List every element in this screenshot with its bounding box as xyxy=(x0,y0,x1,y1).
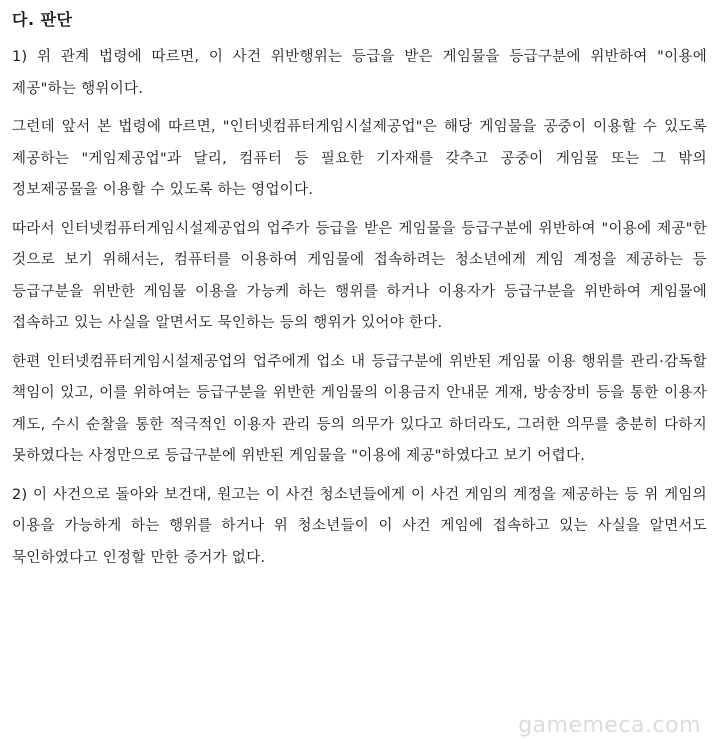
paragraph-1: 1) 위 관계 법령에 따르면, 이 사건 위반행위는 등급을 받은 게임물을 등급구분에 위반하여 "이용에 제공"하는 행위이다. xyxy=(12,49,707,97)
paragraph-2: 그런데 앞서 본 법령에 따르면, "인터넷컴퓨터게임시설제공업"은 해당 게임물을 공중이 이용할 수 있도록 제공하는 "게임제공업"과 달리, 컴퓨터 등 필요한 기자재를 갖추고 공중이 게임물 또는 그 밖의 정보제공물을 이용할 수 있도록 하는 영업이다. xyxy=(12,119,707,198)
section-heading: 다. 판단 xyxy=(12,10,73,29)
paragraph-5: 2) 이 사건으로 돌아와 보건대, 원고는 이 사건 청소년들에게 이 사건 게임의 계정을 제공하는 등 위 게임의 이용을 가능하게 하는 행위를 하거나 위 청소년들이 이 사건 게임에 접속하고 있는 사실을 알면서도 묵인하였다고 인정할 만한 증거가 없다. xyxy=(12,486,707,566)
paragraph-4: 한편 인터넷컴퓨터게임시설제공업의 업주에게 업소 내 등급구분에 위반된 게임물 이용 행위를 관리·감독할 책임이 있고, 이를 위하여는 등급구분을 위반한 게임물의 이용금지 안내문 게재, 방송장비 등을 통한 이용자 계도, 수시 순찰을 통한 적극적인 이용자 관리 등의 의무가 있다고 하더라도, 그러한 의무를 충분히 다하지 못하였다는 사정만으로 등급구분에 위반된 게임물을 "이용에 제공"하였다고 보기 어렵다. xyxy=(12,353,707,464)
paragraph-3: 따라서 인터넷컴퓨터게임시설제공업의 업주가 등급을 받은 게임물을 등급구분에 위반하여 "이용에 제공"한 것으로 보기 위해서는, 컴퓨터를 이용하여 게임물에 접속하려는 청소년에게 게임 계정을 제공하는 등 등급구분을 위반한 게임물 이용을 가능케 하는 행위를 하거나 이용자가 등급구분을 위반하여 게임물에 접속하고 있는 사실을 알면서도 묵인하는 등의 행위가 있어야 한다. xyxy=(12,220,707,331)
watermark: gamemeca.com xyxy=(518,713,701,738)
document-body xyxy=(12,8,707,581)
